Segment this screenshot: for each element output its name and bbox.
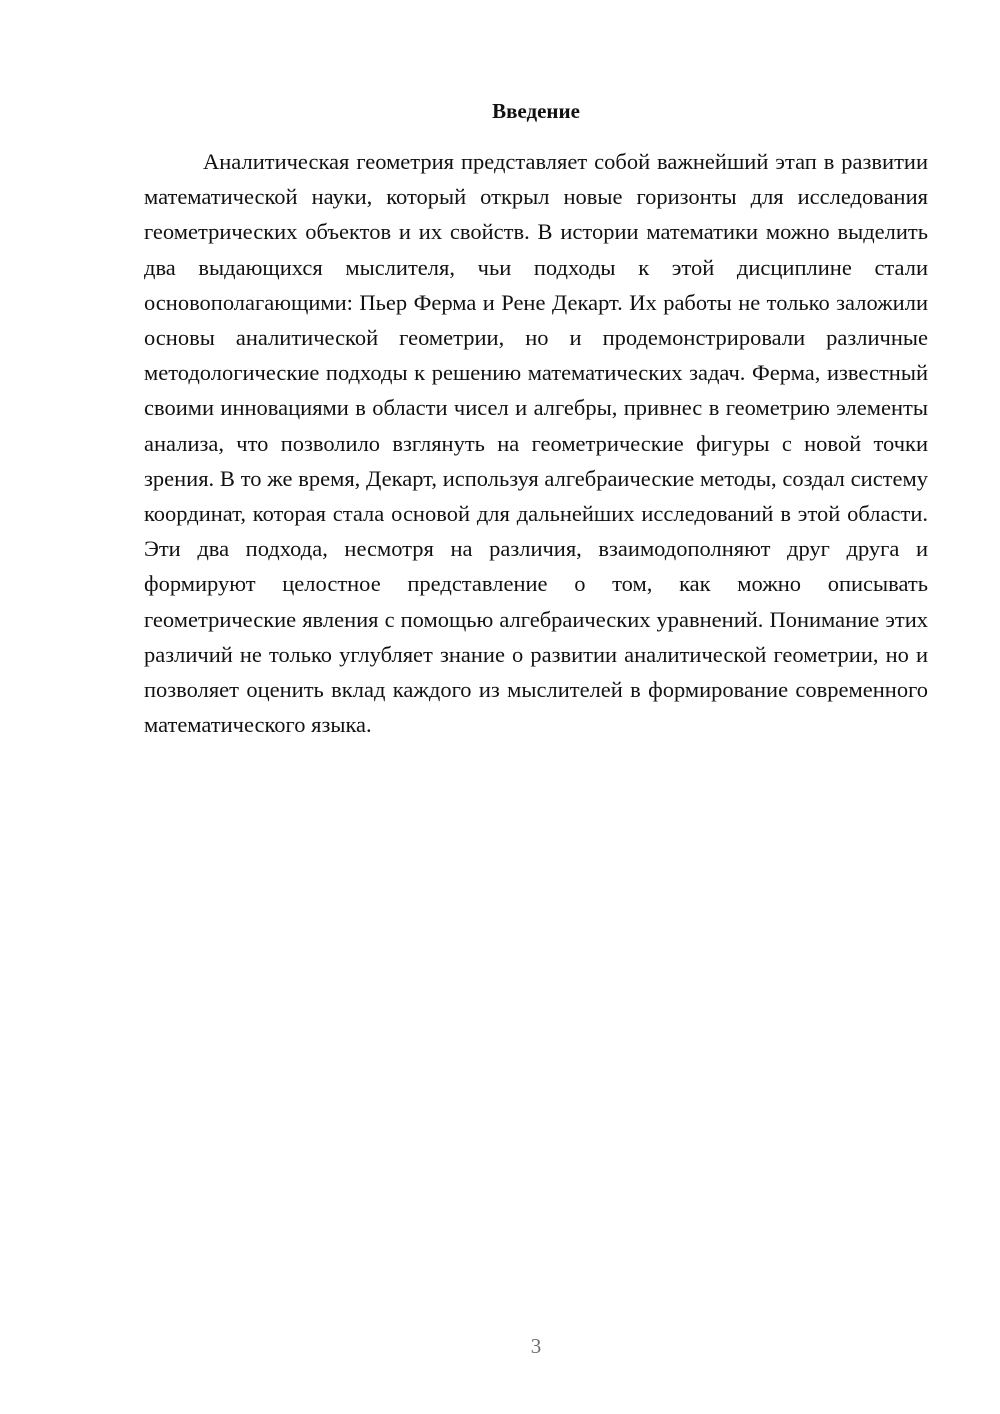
body-paragraph: Аналитическая геометрия представляет собой важнейший этап в развитии математической науки, который открыл новые горизонты для исследования геометрических объектов и их свойств. В истории математики можно выделить два выдающихся мыслителя, чьи подходы к этой дисциплине стали основополагающими: Пьер Ферма и Рене Декарт. Их работы не только заложили основы аналитической геометрии, но и продемонстрировали различные методологические подходы к решению математических задач. Ферма, известный своими инновациями в области чисел и алгебры, привнес в геометрию элементы анализа, что позволило взглянуть на геометрические фигуры с новой точки зрения. В то же время, Декарт, используя алгебраические методы, создал систему координат, которая стала основой для дальнейших исследований в этой области. Эти два подхода, несмотря на различия, взаимодополняют друг друга и формируют целостное представление о том, как можно описывать геометрические явления с помощью алгебраических уравнений. Понимание этих различий не только углубляет знание о развитии аналитической геометрии, но и позволяет оценить вклад каждого из мыслителей в формирование современного математического языка. [144,149,928,738]
page-number: 3 [530,1334,542,1358]
section-title: Введение [492,99,580,123]
